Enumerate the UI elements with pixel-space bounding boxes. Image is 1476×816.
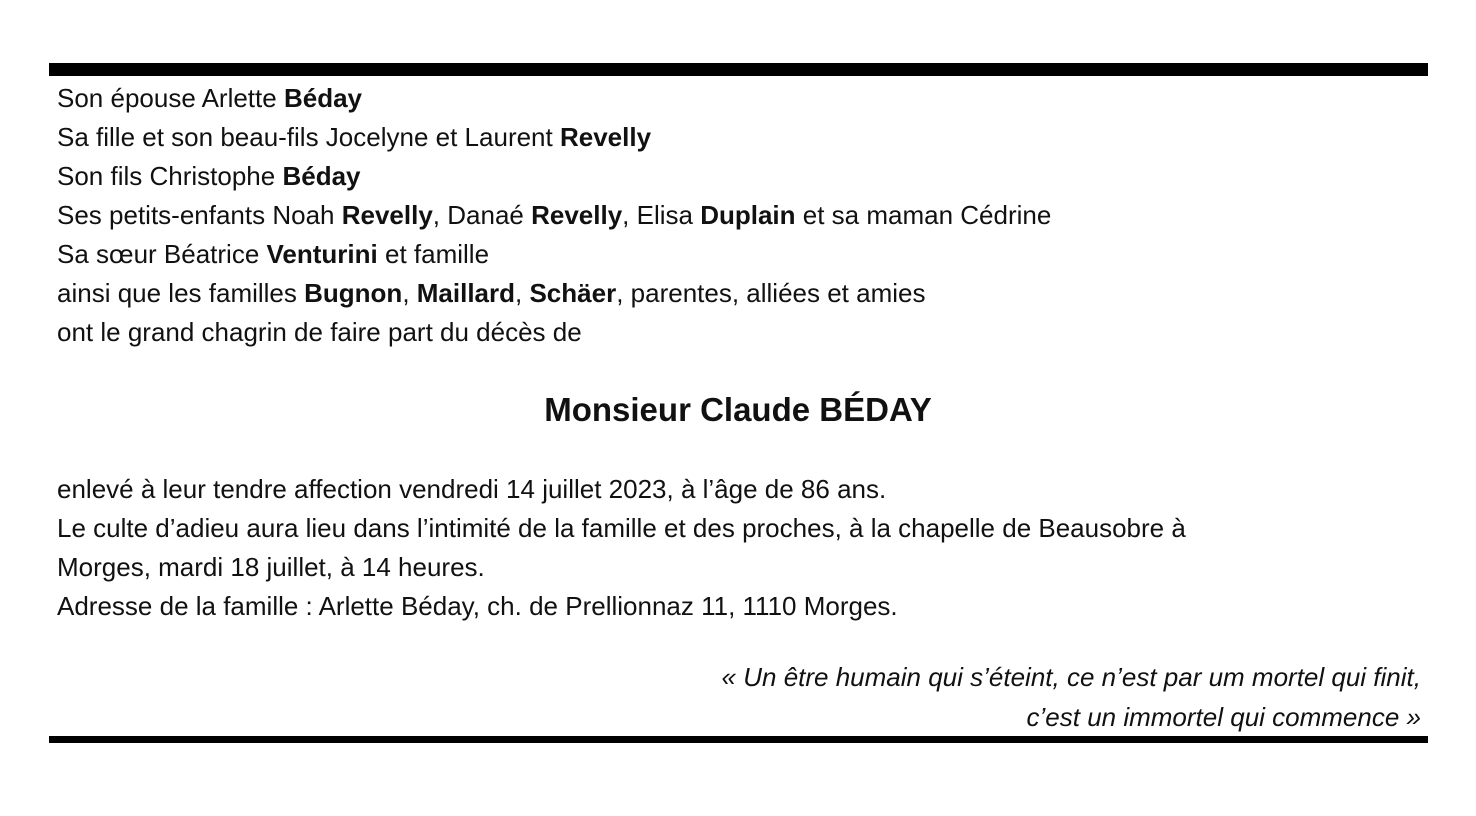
text-segment: , [515,278,530,308]
surname-bold: Venturini [266,239,378,269]
memorial-quote [722,657,1421,737]
quote-line-2: c’est un immortel qui commence » [1026,702,1421,732]
text-segment: Sa fille et son beau-fils Jocelyne et Laurent [57,122,560,152]
text-segment: , parentes, alliées et amies [616,278,926,308]
surname-bold: Revelly [559,122,652,152]
surname-bold: Duplain [700,200,796,230]
surname-bold: Béday [282,161,361,191]
family-line-spouse [57,79,1051,118]
announcement-line-death: enlevé à leur tendre affection vendredi 14 juillet 2023, à l’âge de 86 ans. [57,474,887,504]
announcement [57,470,1186,626]
bottom-rule [49,736,1428,743]
text-segment: Sa sœur Béatrice [57,239,267,269]
announcement-line-service-2: Morges, mardi 18 juillet, à 14 heures. [57,552,485,582]
text-segment: Ses petits-enfants Noah [57,200,342,230]
family-line-son [57,157,1051,196]
quote-line-1: « Un être humain qui s’éteint, ce n’est par um mortel qui finit, [721,662,1421,692]
text-segment: Son fils Christophe [57,161,283,191]
surname-bold: Revelly [531,200,623,230]
text-segment: et famille [377,239,490,269]
text-segment: , Elisa [622,200,701,230]
announcement-line-service-1: Le culte d’adieu aura lieu dans l’intimité de la famille et des proches, à la chapelle de Beausobre à [57,513,1186,543]
text-segment: Son épouse Arlette [57,83,284,113]
family-line-sister [57,235,1051,274]
family-line-families [57,274,1051,313]
surname-bold: Béday [283,83,362,113]
surname-bold: Schäer [529,278,617,308]
surname-bold: Bugnon [304,278,403,308]
text-segment: ont le grand chagrin de faire part du décès de [57,317,582,347]
family-list [57,79,1051,352]
surname-bold: Revelly [341,200,433,230]
text-segment: , Danaé [432,200,532,230]
text-segment: et sa maman Cédrine [795,200,1052,230]
family-line-daughter [57,118,1051,157]
top-rule [49,63,1428,76]
family-line-grandchildren [57,196,1051,235]
family-line-closing [57,313,1051,352]
text-segment: , [402,278,417,308]
text-segment: ainsi que les familles [57,278,305,308]
deceased-name-title: Monsieur Claude BÉDAY [544,391,932,428]
announcement-line-address: Adresse de la famille : Arlette Béday, ch. de Prellionnaz 11, 1110 Morges. [57,591,898,621]
surname-bold: Maillard [416,278,516,308]
